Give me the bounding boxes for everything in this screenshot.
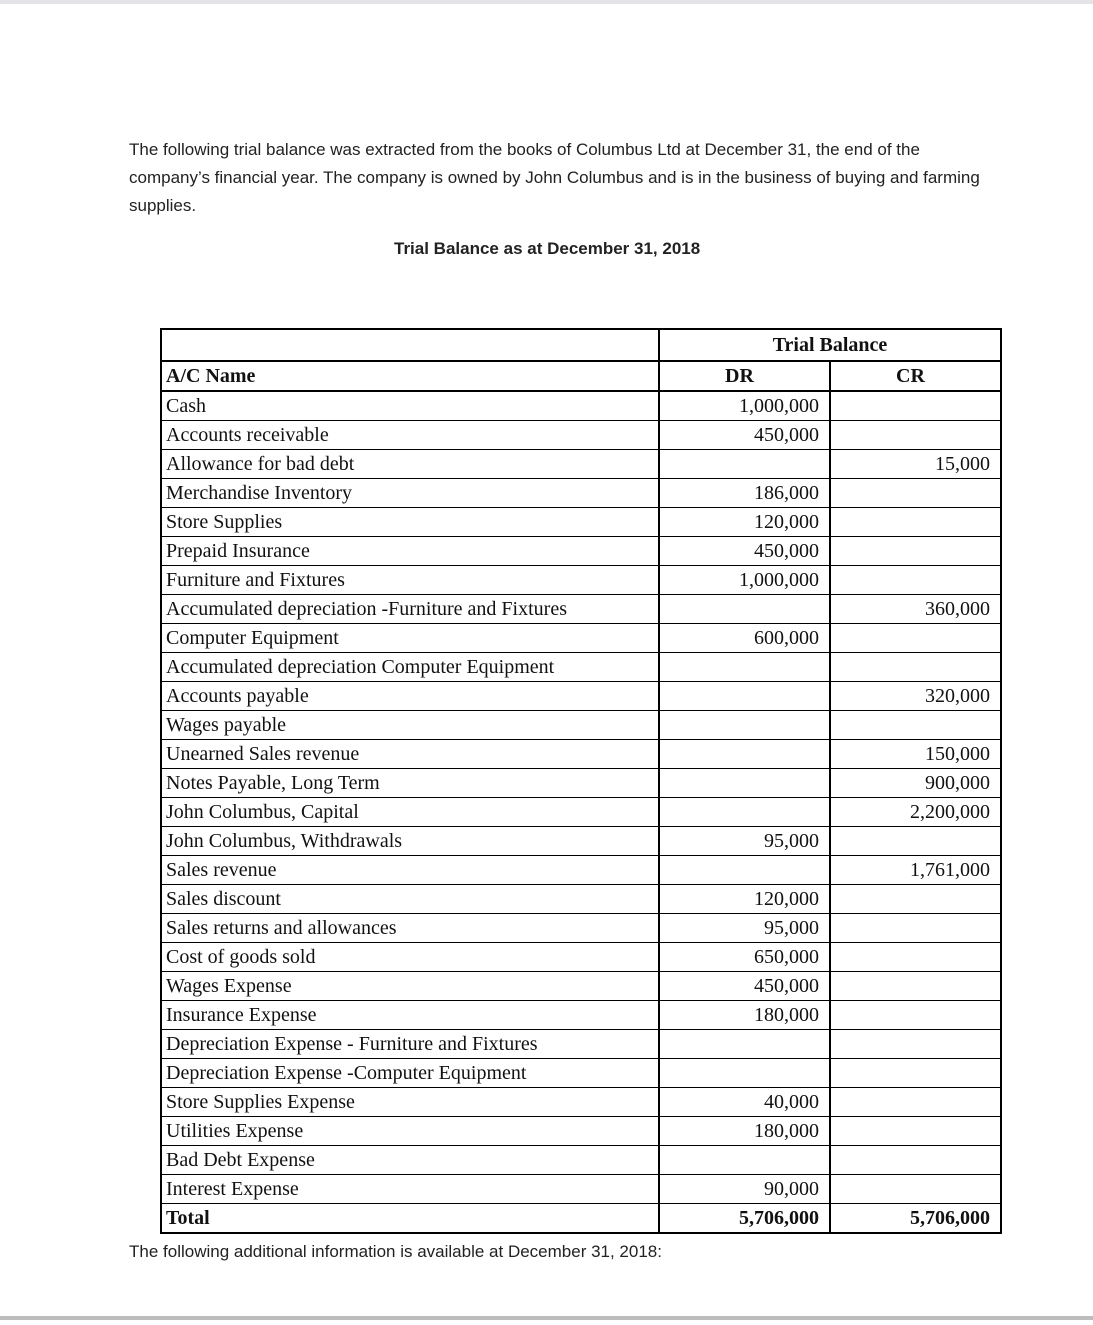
table-row xyxy=(161,1088,1001,1117)
account-name: John Columbus, Withdrawals xyxy=(161,827,659,856)
credit-amount xyxy=(830,885,1001,914)
table-row xyxy=(161,391,1001,421)
table-row xyxy=(161,421,1001,450)
debit-amount: 95,000 xyxy=(659,914,830,943)
debit-amount: 95,000 xyxy=(659,827,830,856)
table-row xyxy=(161,885,1001,914)
account-name: Interest Expense xyxy=(161,1175,659,1204)
debit-amount: 120,000 xyxy=(659,508,830,537)
table-row xyxy=(161,740,1001,769)
table-row xyxy=(161,508,1001,537)
table-row xyxy=(161,479,1001,508)
debit-amount xyxy=(659,653,830,682)
debit-amount xyxy=(659,682,830,711)
group-header: Trial Balance xyxy=(659,329,1001,361)
table-row xyxy=(161,827,1001,856)
debit-amount: 450,000 xyxy=(659,972,830,1001)
debit-amount: 1,000,000 xyxy=(659,391,830,421)
debit-amount xyxy=(659,1059,830,1088)
credit-amount: 15,000 xyxy=(830,450,1001,479)
account-name: Merchandise Inventory xyxy=(161,479,659,508)
credit-amount xyxy=(830,508,1001,537)
credit-amount xyxy=(830,1001,1001,1030)
account-name: Accounts payable xyxy=(161,682,659,711)
table-column-header-row xyxy=(161,361,1001,391)
top-divider xyxy=(0,0,1093,4)
trial-balance-table xyxy=(160,328,1002,1234)
debit-amount: 450,000 xyxy=(659,421,830,450)
account-name: Sales revenue xyxy=(161,856,659,885)
debit-amount: 40,000 xyxy=(659,1088,830,1117)
account-name: Depreciation Expense - Furniture and Fixtures xyxy=(161,1030,659,1059)
account-name: Accumulated depreciation -Furniture and Fixtures xyxy=(161,595,659,624)
account-name: Cash xyxy=(161,391,659,421)
table-caption: Trial Balance as at December 31, 2018 xyxy=(394,239,701,258)
account-name: Sales returns and allowances xyxy=(161,914,659,943)
debit-amount: 1,000,000 xyxy=(659,566,830,595)
debit-amount xyxy=(659,769,830,798)
account-name: Total xyxy=(161,1204,659,1234)
debit-amount xyxy=(659,856,830,885)
table-row xyxy=(161,653,1001,682)
table-row xyxy=(161,914,1001,943)
credit-amount: 360,000 xyxy=(830,595,1001,624)
credit-amount: 2,200,000 xyxy=(830,798,1001,827)
table-row xyxy=(161,711,1001,740)
credit-amount: 150,000 xyxy=(830,740,1001,769)
account-name: Accumulated depreciation Computer Equipment xyxy=(161,653,659,682)
debit-amount xyxy=(659,595,830,624)
table-row xyxy=(161,682,1001,711)
debit-amount: 186,000 xyxy=(659,479,830,508)
account-name: Unearned Sales revenue xyxy=(161,740,659,769)
debit-amount: 120,000 xyxy=(659,885,830,914)
credit-amount xyxy=(830,943,1001,972)
credit-amount: 1,761,000 xyxy=(830,856,1001,885)
bottom-divider xyxy=(0,1316,1093,1320)
credit-amount xyxy=(830,827,1001,856)
credit-amount xyxy=(830,914,1001,943)
account-name: Cost of goods sold xyxy=(161,943,659,972)
credit-amount xyxy=(830,1117,1001,1146)
account-name: Sales discount xyxy=(161,885,659,914)
debit-amount xyxy=(659,740,830,769)
table-row xyxy=(161,566,1001,595)
credit-amount xyxy=(830,391,1001,421)
credit-amount xyxy=(830,1088,1001,1117)
debit-amount: 180,000 xyxy=(659,1117,830,1146)
account-name: Bad Debt Expense xyxy=(161,1146,659,1175)
group-header-blank xyxy=(161,329,659,361)
credit-amount xyxy=(830,566,1001,595)
credit-amount: 320,000 xyxy=(830,682,1001,711)
account-name: Store Supplies xyxy=(161,508,659,537)
credit-amount xyxy=(830,1059,1001,1088)
column-header-dr: DR xyxy=(659,361,830,391)
account-name: Store Supplies Expense xyxy=(161,1088,659,1117)
table-row xyxy=(161,450,1001,479)
debit-amount xyxy=(659,711,830,740)
table-row xyxy=(161,1117,1001,1146)
total-row xyxy=(161,1204,1001,1234)
debit-amount: 450,000 xyxy=(659,537,830,566)
debit-amount: 90,000 xyxy=(659,1175,830,1204)
account-name: Depreciation Expense -Computer Equipment xyxy=(161,1059,659,1088)
credit-amount: 5,706,000 xyxy=(830,1204,1001,1234)
table-row xyxy=(161,1146,1001,1175)
credit-amount xyxy=(830,1146,1001,1175)
table-row xyxy=(161,1030,1001,1059)
credit-amount xyxy=(830,479,1001,508)
account-name: Accounts receivable xyxy=(161,421,659,450)
debit-amount: 650,000 xyxy=(659,943,830,972)
column-header-cr: CR xyxy=(830,361,1001,391)
table-row xyxy=(161,943,1001,972)
debit-amount: 600,000 xyxy=(659,624,830,653)
credit-amount xyxy=(830,421,1001,450)
table-row xyxy=(161,1059,1001,1088)
account-name: Utilities Expense xyxy=(161,1117,659,1146)
debit-amount: 180,000 xyxy=(659,1001,830,1030)
credit-amount xyxy=(830,1030,1001,1059)
account-name: Insurance Expense xyxy=(161,1001,659,1030)
account-name: Notes Payable, Long Term xyxy=(161,769,659,798)
table-row xyxy=(161,769,1001,798)
table-row xyxy=(161,1001,1001,1030)
credit-amount xyxy=(830,624,1001,653)
credit-amount xyxy=(830,653,1001,682)
table-row xyxy=(161,1175,1001,1204)
credit-amount xyxy=(830,972,1001,1001)
credit-amount xyxy=(830,1175,1001,1204)
debit-amount xyxy=(659,798,830,827)
credit-amount: 900,000 xyxy=(830,769,1001,798)
column-header-name: A/C Name xyxy=(161,361,659,391)
account-name: Computer Equipment xyxy=(161,624,659,653)
account-name: Wages payable xyxy=(161,711,659,740)
table-row xyxy=(161,624,1001,653)
account-name: Prepaid Insurance xyxy=(161,537,659,566)
table-group-header-row xyxy=(161,329,1001,361)
credit-amount xyxy=(830,537,1001,566)
table-row xyxy=(161,972,1001,1001)
table-row xyxy=(161,798,1001,827)
account-name: Wages Expense xyxy=(161,972,659,1001)
table-row xyxy=(161,856,1001,885)
account-name: Furniture and Fixtures xyxy=(161,566,659,595)
table-row xyxy=(161,595,1001,624)
debit-amount xyxy=(659,450,830,479)
account-name: John Columbus, Capital xyxy=(161,798,659,827)
debit-amount: 5,706,000 xyxy=(659,1204,830,1234)
additional-info-text: The following additional information is available at December 31, 2018: xyxy=(129,1242,662,1261)
account-name: Allowance for bad debt xyxy=(161,450,659,479)
intro-paragraph: The following trial balance was extracted from the books of Columbus Ltd at December 31, the end of the company’s financial year. The company is owned by John Columbus and is in the business of buying and farming supplies. xyxy=(129,140,980,215)
credit-amount xyxy=(830,711,1001,740)
debit-amount xyxy=(659,1146,830,1175)
table-row xyxy=(161,537,1001,566)
debit-amount xyxy=(659,1030,830,1059)
